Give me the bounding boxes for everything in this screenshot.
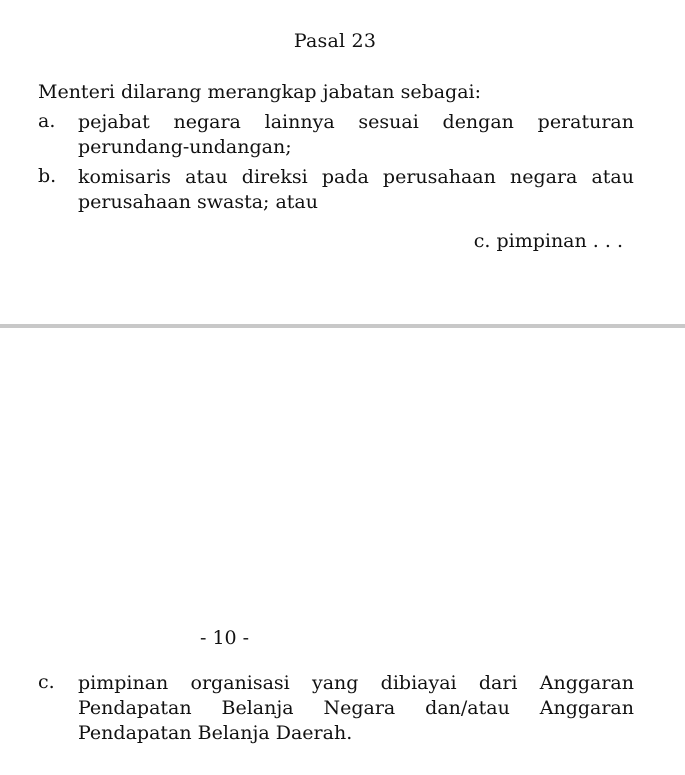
list-item-letter: a. [38,110,56,132]
list-item-line: komisaris atau direksi pada perusahaan negara atau [78,166,634,188]
list-item-line: perundang-undangan; [78,136,292,158]
list-item-text [78,165,634,215]
list-item-letter: c. [38,671,55,693]
list-item-text [78,110,634,160]
page-break-divider [0,324,685,328]
list-item-text [78,671,634,746]
list-item-line: pejabat negara lainnya sesuai dengan peraturan [78,111,634,133]
page-continuation-marker: c. pimpinan . . . [473,230,623,252]
list-item-line: Pendapatan Belanja Negara dan/atau Anggaran [78,697,634,719]
list-item-line: perusahaan swasta; atau [78,191,318,213]
intro-sentence: Menteri dilarang merangkap jabatan sebagai: [38,81,482,103]
list-item-letter: b. [38,165,57,187]
article-title: Pasal 23 [293,30,377,52]
page-number: - 10 - [200,627,250,649]
list-item-line: pimpinan organisasi yang dibiayai dari Anggaran [78,672,634,694]
list-item-line: Pendapatan Belanja Daerah. [78,722,353,744]
